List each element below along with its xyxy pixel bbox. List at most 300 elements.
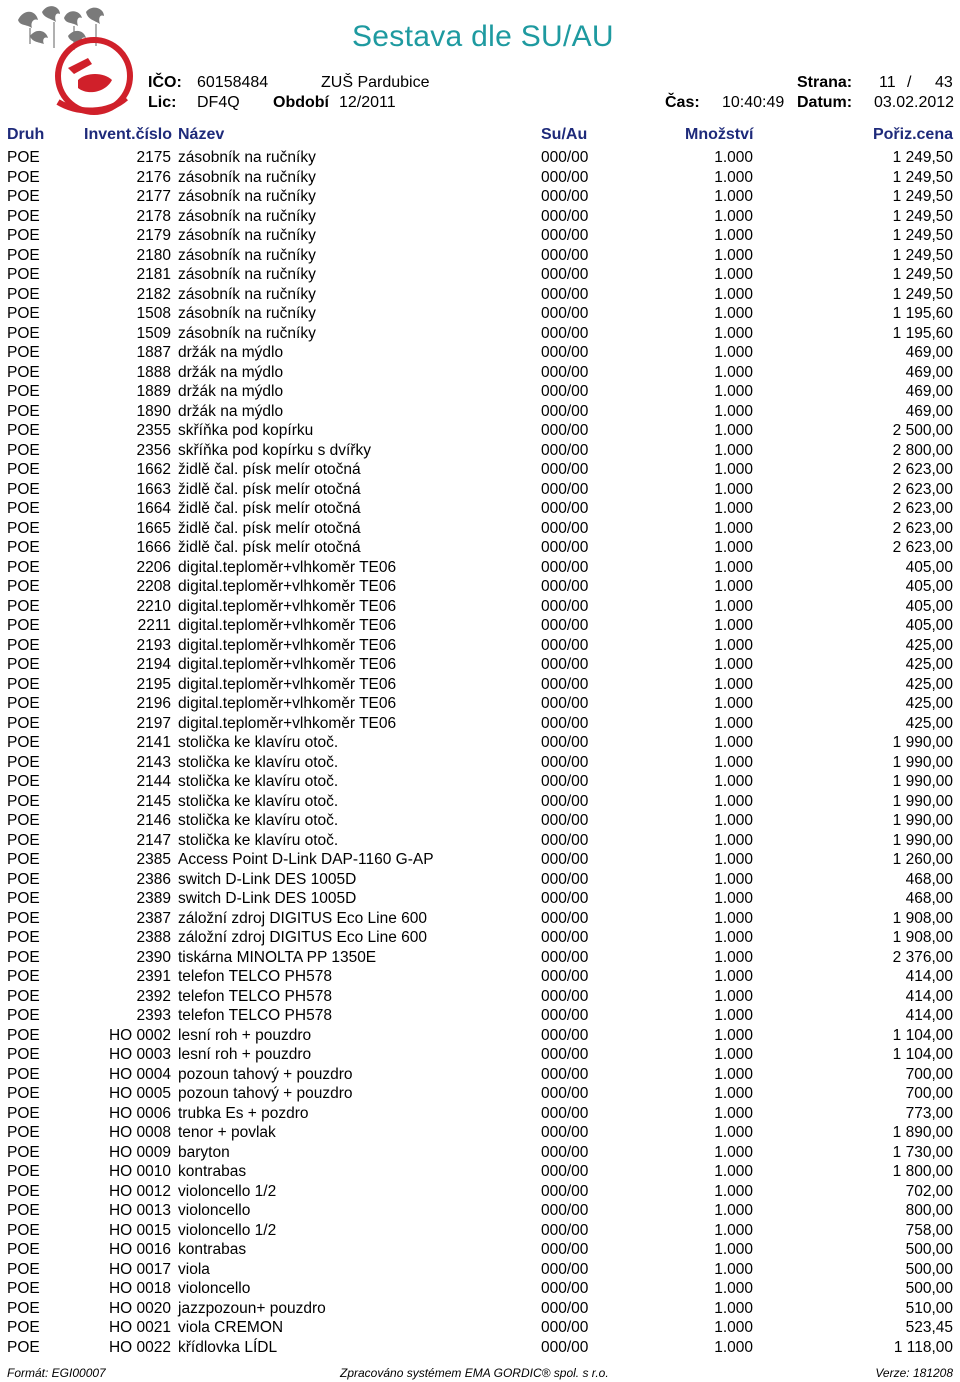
cell-quantity: 1.000 [714,207,753,225]
table-row [0,636,960,656]
cell-price: 1 249,50 [892,246,953,264]
cell-inventory-number: 2175 [136,149,171,166]
report-title: Sestava dle SU/AU [352,20,614,53]
column-header-price: Pořiz.cena [872,126,953,143]
cell-druh: POE [7,617,40,634]
cell-name: viola [178,1260,210,1278]
cell-quantity: 1.000 [714,1026,753,1044]
cell-name: lesní roh + pouzdro [178,1026,312,1044]
cell-price: 2 500,00 [892,422,953,439]
cell-su-au: 000/00 [541,1319,589,1336]
cell-quantity: 1.000 [714,617,753,634]
cell-su-au: 000/00 [541,1182,589,1200]
cell-price: 2 623,00 [892,519,953,537]
cell-quantity: 1.000 [714,792,753,810]
cell-su-au: 000/00 [541,1046,589,1063]
cell-druh: POE [7,324,40,342]
cell-inventory-number: HO 0004 [108,1065,171,1083]
cell-quantity: 1.000 [714,831,753,849]
ico-label: IČO: [148,74,182,91]
cell-inventory-number: 1663 [136,480,171,498]
cell-druh: POE [7,851,40,868]
cell-druh: POE [7,149,40,166]
cell-druh: POE [7,929,40,946]
cell-inventory-number: HO 0015 [108,1221,171,1239]
cell-druh: POE [7,1241,40,1258]
cell-price: 523,45 [905,1319,953,1336]
cell-quantity: 1.000 [714,734,753,751]
cell-quantity: 1.000 [714,344,753,361]
cell-name: lesní roh + pouzdro [178,1046,312,1063]
cell-inventory-number: 2180 [136,246,171,264]
cell-inventory-number: 2182 [136,285,171,303]
cell-price: 2 623,00 [892,500,953,517]
cell-name: záložní zdroj DIGITUS Eco Line 600 [178,929,427,946]
cell-quantity: 1.000 [714,461,753,478]
table-row [0,1123,960,1143]
cell-druh: POE [7,461,40,478]
cell-druh: POE [7,1163,40,1180]
cell-druh: POE [7,500,40,517]
cell-inventory-number: HO 0005 [108,1085,171,1102]
cell-price: 414,00 [905,987,953,1005]
cell-quantity: 1.000 [714,149,753,166]
cell-quantity: 1.000 [714,1046,753,1063]
table-row [0,285,960,305]
cell-inventory-number: HO 0003 [108,1046,171,1063]
cell-inventory-number: HO 0010 [108,1163,171,1180]
cell-price: 1 249,50 [892,149,953,166]
cell-su-au: 000/00 [541,909,589,927]
cell-name: zásobník na ručníky [178,207,316,225]
cas-label: Čas: [665,94,700,111]
cell-price: 1 908,00 [892,929,953,946]
cell-su-au: 000/00 [541,929,589,946]
cell-name: telefon TELCO PH578 [178,987,332,1005]
cell-druh: POE [7,812,40,829]
table-row [0,1299,960,1319]
cell-price: 2 376,00 [892,948,953,966]
column-header-name: Název [178,126,225,143]
column-header-inventory: Invent.číslo [84,126,173,143]
cell-su-au: 000/00 [541,1280,589,1297]
cell-druh: POE [7,1280,40,1297]
cell-quantity: 1.000 [714,168,753,186]
cell-price: 1 104,00 [892,1026,953,1044]
cell-quantity: 1.000 [714,851,753,868]
cell-su-au: 000/00 [541,851,589,868]
cell-inventory-number: 1664 [136,500,171,517]
cell-name: violoncello 1/2 [178,1182,277,1200]
table-row [0,1201,960,1221]
table-row [0,831,960,851]
table-row [0,909,960,929]
cell-su-au: 000/00 [541,383,589,400]
cell-su-au: 000/00 [541,1202,589,1219]
cell-quantity: 1.000 [714,890,753,907]
cell-name: tenor + povlak [178,1124,276,1141]
cell-name: stolička ke klavíru otoč. [178,734,339,751]
cell-price: 1 990,00 [892,734,953,751]
cell-inventory-number: 1662 [136,461,171,478]
cell-inventory-number: 2176 [136,168,171,186]
cell-druh: POE [7,1338,40,1356]
cell-quantity: 1.000 [714,1319,753,1336]
cell-price: 425,00 [905,675,953,693]
table-row [0,597,960,617]
cell-price: 500,00 [905,1280,953,1297]
cell-druh: POE [7,480,40,498]
cell-inventory-number: HO 0012 [108,1182,171,1200]
cell-price: 1 249,50 [892,207,953,225]
cell-inventory-number: 2178 [136,207,171,225]
cell-su-au: 000/00 [541,1007,589,1024]
cell-price: 700,00 [905,1065,953,1083]
datum-value: 03.02.2012 [874,94,955,111]
cell-name: kontrabas [178,1241,247,1258]
cell-price: 2 623,00 [892,480,953,498]
cell-druh: POE [7,578,40,595]
cell-price: 1 890,00 [892,1124,953,1141]
cell-quantity: 1.000 [714,1280,753,1297]
table-row [0,1006,960,1026]
cell-druh: POE [7,890,40,907]
cell-price: 1 990,00 [892,773,953,790]
cell-name: zásobník na ručníky [178,227,316,244]
cell-inventory-number: 2144 [136,773,171,790]
cell-inventory-number: 2208 [136,578,171,595]
table-row [0,616,960,636]
cell-name: skříňka pod kopírku [178,422,314,439]
cell-price: 425,00 [905,656,953,673]
cell-name: digital.teploměr+vlhkoměr TE06 [178,578,397,595]
cell-price: 1 249,50 [892,266,953,283]
cell-name: switch D-Link DES 1005D [178,890,357,907]
table-row [0,148,960,168]
cell-inventory-number: 2206 [136,558,171,576]
cell-inventory-number: 2195 [136,675,171,693]
cell-quantity: 1.000 [714,519,753,537]
cell-druh: POE [7,422,40,439]
cell-druh: POE [7,168,40,186]
cell-su-au: 000/00 [541,617,589,634]
cell-name: digital.teploměr+vlhkoměr TE06 [178,558,397,576]
table-row [0,1240,960,1260]
cell-druh: POE [7,402,40,420]
cell-quantity: 1.000 [714,987,753,1005]
cell-price: 1 990,00 [892,792,953,810]
table-row [0,1065,960,1085]
cell-quantity: 1.000 [714,968,753,985]
cell-quantity: 1.000 [714,1221,753,1239]
cell-su-au: 000/00 [541,578,589,595]
strana-current: 11 [879,74,896,91]
cell-quantity: 1.000 [714,1007,753,1024]
cell-inventory-number: 2385 [136,851,171,868]
cell-name: pozoun tahový + pouzdro [178,1085,353,1102]
cell-inventory-number: 1887 [136,344,171,361]
cell-su-au: 000/00 [541,324,589,342]
cell-su-au: 000/00 [541,149,589,166]
cell-su-au: 000/00 [541,636,589,654]
table-row [0,1221,960,1241]
cell-name: jazzpozoun+ pouzdro [178,1299,326,1317]
column-header-quantity: Množství [685,126,754,143]
cell-su-au: 000/00 [541,422,589,439]
cell-quantity: 1.000 [714,1143,753,1161]
cell-price: 414,00 [905,968,953,985]
table-row [0,889,960,909]
cell-su-au: 000/00 [541,305,589,322]
cell-price: 1 195,60 [892,305,953,322]
cell-su-au: 000/00 [541,675,589,693]
cell-druh: POE [7,1182,40,1200]
cell-su-au: 000/00 [541,480,589,498]
cell-price: 405,00 [905,578,953,595]
cell-name: držák na mýdlo [178,344,284,361]
table-row [0,1182,960,1202]
cell-inventory-number: HO 0017 [108,1260,171,1278]
cell-inventory-number: HO 0006 [108,1104,171,1122]
cell-inventory-number: 2141 [136,734,171,751]
table-row [0,382,960,402]
cell-price: 702,00 [905,1182,953,1200]
cell-name: digital.teploměr+vlhkoměr TE06 [178,636,397,654]
cell-su-au: 000/00 [541,1085,589,1102]
cell-price: 425,00 [905,636,953,654]
cell-su-au: 000/00 [541,792,589,810]
cell-su-au: 000/00 [541,519,589,537]
cell-druh: POE [7,441,40,459]
cell-name: digital.teploměr+vlhkoměr TE06 [178,675,397,693]
cell-su-au: 000/00 [541,753,589,771]
table-row [0,480,960,500]
table-row [0,792,960,812]
cell-druh: POE [7,1299,40,1317]
cell-su-au: 000/00 [541,870,589,888]
obdobi-label: Období [273,94,329,111]
cell-druh: POE [7,305,40,322]
cell-price: 1 104,00 [892,1046,953,1063]
cell-name: baryton [178,1143,230,1161]
cell-price: 773,00 [905,1104,953,1122]
ico-value: 60158484 [197,74,269,91]
table-row [0,363,960,383]
cell-quantity: 1.000 [714,636,753,654]
cell-su-au: 000/00 [541,968,589,985]
cell-quantity: 1.000 [714,753,753,771]
cell-quantity: 1.000 [714,558,753,576]
cell-druh: POE [7,1104,40,1122]
cell-druh: POE [7,246,40,264]
cell-su-au: 000/00 [541,1104,589,1122]
cell-inventory-number: 2179 [136,227,171,244]
cell-quantity: 1.000 [714,305,753,322]
cell-su-au: 000/00 [541,695,589,712]
cell-druh: POE [7,870,40,888]
cell-name: držák na mýdlo [178,363,284,381]
cell-price: 1 249,50 [892,188,953,205]
cell-druh: POE [7,714,40,732]
datum-label: Datum: [797,94,853,111]
cell-druh: POE [7,1085,40,1102]
table-row [0,948,960,968]
cell-price: 1 249,50 [892,227,953,244]
cell-price: 425,00 [905,714,953,732]
cell-druh: POE [7,1260,40,1278]
cell-inventory-number: 2386 [136,870,171,888]
cell-quantity: 1.000 [714,929,753,946]
cell-quantity: 1.000 [714,1338,753,1356]
cell-name: židlě čal. písk melír otočná [178,500,361,517]
cell-su-au: 000/00 [541,1221,589,1239]
cell-name: skříňka pod kopírku s dvířky [178,441,371,459]
cell-quantity: 1.000 [714,363,753,381]
cell-price: 500,00 [905,1241,953,1258]
cell-name: tiskárna MINOLTA PP 1350E [178,948,377,966]
cell-name: pozoun tahový + pouzdro [178,1065,353,1083]
cell-quantity: 1.000 [714,909,753,927]
table-row [0,870,960,890]
table-row [0,577,960,597]
cell-su-au: 000/00 [541,344,589,361]
table-row [0,694,960,714]
cell-druh: POE [7,656,40,673]
cell-inventory-number: 2147 [136,831,171,849]
cell-quantity: 1.000 [714,188,753,205]
cell-price: 2 800,00 [892,441,953,459]
cell-su-au: 000/00 [541,1065,589,1083]
cell-price: 1 249,50 [892,168,953,186]
strana-separator: / [907,74,912,91]
cell-inventory-number: 2388 [136,929,171,946]
cell-quantity: 1.000 [714,1241,753,1258]
cell-quantity: 1.000 [714,656,753,673]
cell-price: 2 623,00 [892,539,953,556]
cell-name: zásobník na ručníky [178,266,316,283]
cell-su-au: 000/00 [541,227,589,244]
cell-druh: POE [7,1221,40,1239]
cell-su-au: 000/00 [541,285,589,303]
cell-su-au: 000/00 [541,441,589,459]
cell-quantity: 1.000 [714,695,753,712]
cell-name: židlě čal. písk melír otočná [178,519,361,537]
cell-inventory-number: 2210 [136,597,171,615]
table-row [0,499,960,519]
cell-name: zásobník na ručníky [178,246,316,264]
cell-quantity: 1.000 [714,402,753,420]
cell-name: zásobník na ručníky [178,285,316,303]
cell-price: 1 990,00 [892,812,953,829]
cell-inventory-number: HO 0013 [108,1202,171,1219]
cell-inventory-number: 2356 [136,441,171,459]
cell-name: stolička ke klavíru otoč. [178,831,339,849]
cell-quantity: 1.000 [714,1085,753,1102]
cell-name: zásobník na ručníky [178,305,316,322]
cell-price: 1 118,00 [893,1338,953,1356]
cell-price: 469,00 [905,363,953,381]
cell-price: 468,00 [905,890,953,907]
cell-price: 414,00 [905,1007,953,1024]
cell-price: 425,00 [905,695,953,712]
cell-name: držák na mýdlo [178,402,284,420]
cell-su-au: 000/00 [541,1124,589,1141]
cell-quantity: 1.000 [714,1065,753,1083]
cell-inventory-number: HO 0022 [108,1338,171,1356]
table-row [0,1045,960,1065]
cell-quantity: 1.000 [714,1202,753,1219]
cell-quantity: 1.000 [714,227,753,244]
cell-name: trubka Es + pozdro [178,1104,309,1122]
cell-druh: POE [7,597,40,615]
table-row [0,519,960,539]
table-row [0,421,960,441]
lic-value: DF4Q [197,94,240,111]
cell-price: 1 990,00 [892,831,953,849]
cell-su-au: 000/00 [541,1260,589,1278]
cell-su-au: 000/00 [541,812,589,829]
cell-su-au: 000/00 [541,188,589,205]
cell-name: stolička ke klavíru otoč. [178,812,339,829]
cell-name: violoncello [178,1202,251,1219]
cell-su-au: 000/00 [541,1338,589,1356]
cell-price: 405,00 [905,597,953,615]
cell-su-au: 000/00 [541,402,589,420]
cell-druh: POE [7,1143,40,1161]
cell-inventory-number: 2196 [136,695,171,712]
cell-name: zásobník na ručníky [178,324,316,342]
cell-inventory-number: HO 0018 [108,1280,171,1297]
cell-su-au: 000/00 [541,266,589,283]
cell-price: 700,00 [905,1085,953,1102]
school-logo [8,2,136,118]
table-row [0,753,960,773]
cell-su-au: 000/00 [541,773,589,790]
cell-inventory-number: 1665 [136,519,171,537]
cell-inventory-number: 2146 [136,812,171,829]
cell-inventory-number: 1508 [136,305,171,322]
table-row [0,928,960,948]
cell-price: 469,00 [905,344,953,361]
cell-quantity: 1.000 [714,870,753,888]
table-row [0,324,960,344]
table-row [0,987,960,1007]
cell-quantity: 1.000 [714,1124,753,1141]
cell-su-au: 000/00 [541,1241,589,1258]
cell-quantity: 1.000 [714,285,753,303]
cell-su-au: 000/00 [541,948,589,966]
cell-quantity: 1.000 [714,539,753,556]
column-header-su-au: Su/Au [541,126,588,143]
cell-inventory-number: HO 0002 [108,1026,171,1044]
table-row [0,343,960,363]
cell-druh: POE [7,539,40,556]
cell-druh: POE [7,1026,40,1044]
cell-su-au: 000/00 [541,1026,589,1044]
cell-name: switch D-Link DES 1005D [178,870,357,888]
cell-su-au: 000/00 [541,461,589,478]
cell-quantity: 1.000 [714,1163,753,1180]
cell-su-au: 000/00 [541,1299,589,1317]
table-row [0,772,960,792]
cell-inventory-number: 2393 [136,1007,171,1024]
table-row [0,1026,960,1046]
table-row [0,1318,960,1338]
cell-name: židlě čal. písk melír otočná [178,461,361,478]
footer-processed: Zpracováno systémem EMA GORDIC® spol. s r.o. [340,1366,609,1380]
cell-quantity: 1.000 [714,812,753,829]
cell-price: 1 249,50 [892,285,953,303]
